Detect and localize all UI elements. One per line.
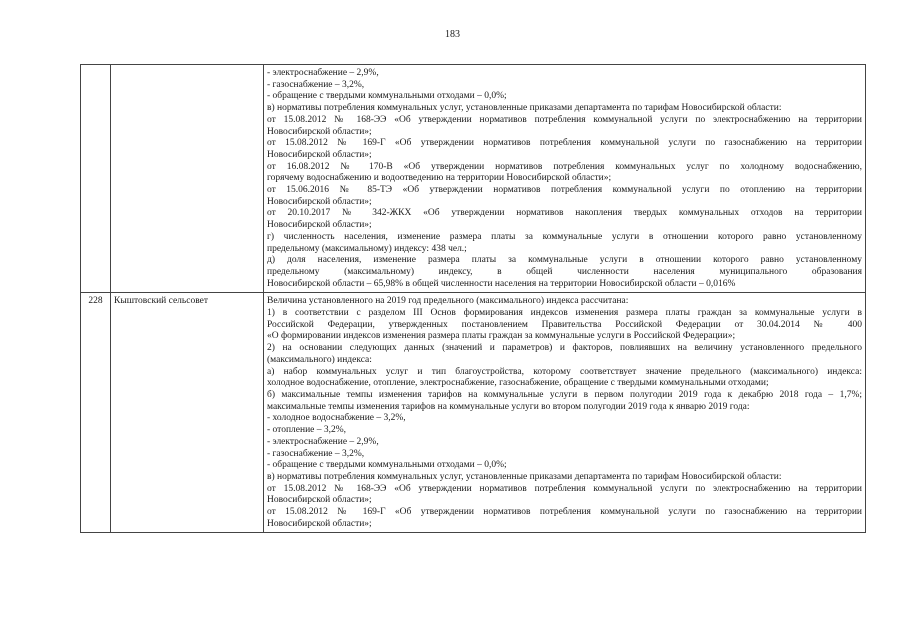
- text-line: Новосибирской области»;: [267, 495, 372, 506]
- municipality-name: Кыштовский сельсовет: [114, 296, 209, 307]
- page-number: 183: [445, 29, 460, 40]
- text-line: «О формировании индексов изменения размера платы граждан за коммунальные услуги в Российской Федерации»;: [267, 331, 736, 342]
- text-line: 2) на основании следующих данных (значений и параметров) и факторов, повлиявших на величину установленного предельного: [267, 343, 862, 354]
- text-line: в) нормативы потребления коммунальных услуг, установленные приказами департамента по тарифам Новосибирской области:: [267, 471, 782, 482]
- description-cell: [264, 65, 866, 293]
- text-line: от 16.08.2012 № 170-В «Об утверждении нормативов потребления коммунальных услуг по холодному водоснабжению,: [267, 161, 862, 172]
- text-line: от 15.06.2016 № 85-ТЭ «Об утверждении нормативов потребления коммунальной услуги по отоплению на территории: [267, 185, 862, 196]
- text-line: - газоснабжение – 3,2%,: [267, 79, 365, 90]
- text-line: Новосибирской области – 65,98% в общей численности населения на территории Новосибирской области – 0,016%: [267, 278, 736, 289]
- description-cell: [264, 293, 866, 533]
- row-number-cell: [81, 293, 111, 533]
- text-line: Новосибирской области»;: [267, 149, 372, 160]
- text-line: от 15.08.2012 № 169-Г «Об утверждении нормативов потребления коммунальной услуги по газоснабжению на территории: [267, 507, 862, 518]
- text-line: б) максимальные темпы изменения тарифов на коммунальные услуги в первом полугодии 2019 года к декабрю 2018 года – 1,7%;: [267, 389, 862, 400]
- text-line: (максимального) индекса:: [267, 354, 372, 365]
- row-number: 228: [88, 296, 103, 307]
- text-line: в) нормативы потребления коммунальных услуг, установленные приказами департамента по тарифам Новосибирской области:: [267, 103, 782, 114]
- text-line: - обращение с твердыми коммунальными отходами – 0,0%;: [267, 460, 507, 471]
- text-line: от 15.08.2012 № 168-ЭЭ «Об утверждении нормативов потребления коммунальной услуги по электроснабжению на территории: [267, 114, 862, 125]
- text-line: максимальные темпы изменения тарифов на коммунальные услуги во втором полугодии 2019 года к январю 2019 года:: [267, 401, 750, 412]
- municipality-cell: [111, 293, 264, 533]
- text-line: а) набор коммунальных услуг и тип благоустройства, которому соответствует значение предельного (максимального) индекса:: [267, 366, 862, 377]
- row-number-cell: [81, 65, 111, 293]
- text-line: - электроснабжение – 2,9%,: [267, 436, 379, 447]
- data-table: [80, 64, 866, 533]
- text-line: горячему водоснабжению и водоотведению на территории Новосибирской области»;: [267, 173, 612, 184]
- text-line: - холодное водоснабжение – 3,2%,: [267, 413, 406, 424]
- text-line: холодное водоснабжение, отопление, электроснабжение, газоснабжение, обращение с твердыми коммунальными отходами;: [267, 378, 769, 389]
- table-row: [81, 65, 866, 293]
- text-line: от 15.08.2012 № 168-ЭЭ «Об утверждении нормативов потребления коммунальной услуги по электроснабжению на территории: [267, 483, 862, 494]
- text-line: Новосибирской области»;: [267, 220, 372, 231]
- text-line: Величина установленного на 2019 год предельного (максимального) индекса рассчитана:: [267, 296, 629, 307]
- text-line: Новосибирской области»;: [267, 126, 372, 137]
- text-line: Новосибирской области»;: [267, 196, 372, 207]
- text-line: - отопление – 3,2%,: [267, 425, 347, 436]
- text-line: - газоснабжение – 3,2%,: [267, 448, 365, 459]
- text-line: от 20.10.2017 № 342-ЖКХ «Об утверждении нормативов накопления твердых коммунальных отходов на территории: [267, 208, 862, 219]
- text-line: д) доля населения, изменение размера платы за коммунальные услуги в отношении которого равно установленному: [267, 255, 862, 266]
- text-line: 1) в соответствии с разделом III Основ формирования индексов изменения размера платы граждан за коммунальные услуги в: [267, 308, 862, 319]
- text-line: г) численность населения, изменение размера платы за коммунальные услуги в отношении которого равно установленному: [267, 231, 862, 242]
- text-line: - обращение с твердыми коммунальными отходами – 0,0%;: [267, 91, 507, 102]
- text-line: от 15.08.2012 № 169-Г «Об утверждении нормативов потребления коммунальной услуги по газоснабжению на территории: [267, 138, 862, 149]
- municipality-cell: [111, 65, 264, 293]
- text-line: предельному (максимальному) индексу: 438 чел.;: [267, 243, 467, 254]
- table-row: [81, 293, 866, 533]
- text-line: Новосибирской области»;: [267, 518, 372, 529]
- text-line: Российской Федерации, утвержденных постановлением Правительства Российской Федерации от 30.04.2014 № 400: [267, 319, 862, 330]
- text-line: - электроснабжение – 2,9%,: [267, 68, 379, 78]
- text-line: предельному (максимальному) индексу, в общей численности населения муниципального образования: [267, 266, 862, 277]
- table-body: [81, 65, 866, 533]
